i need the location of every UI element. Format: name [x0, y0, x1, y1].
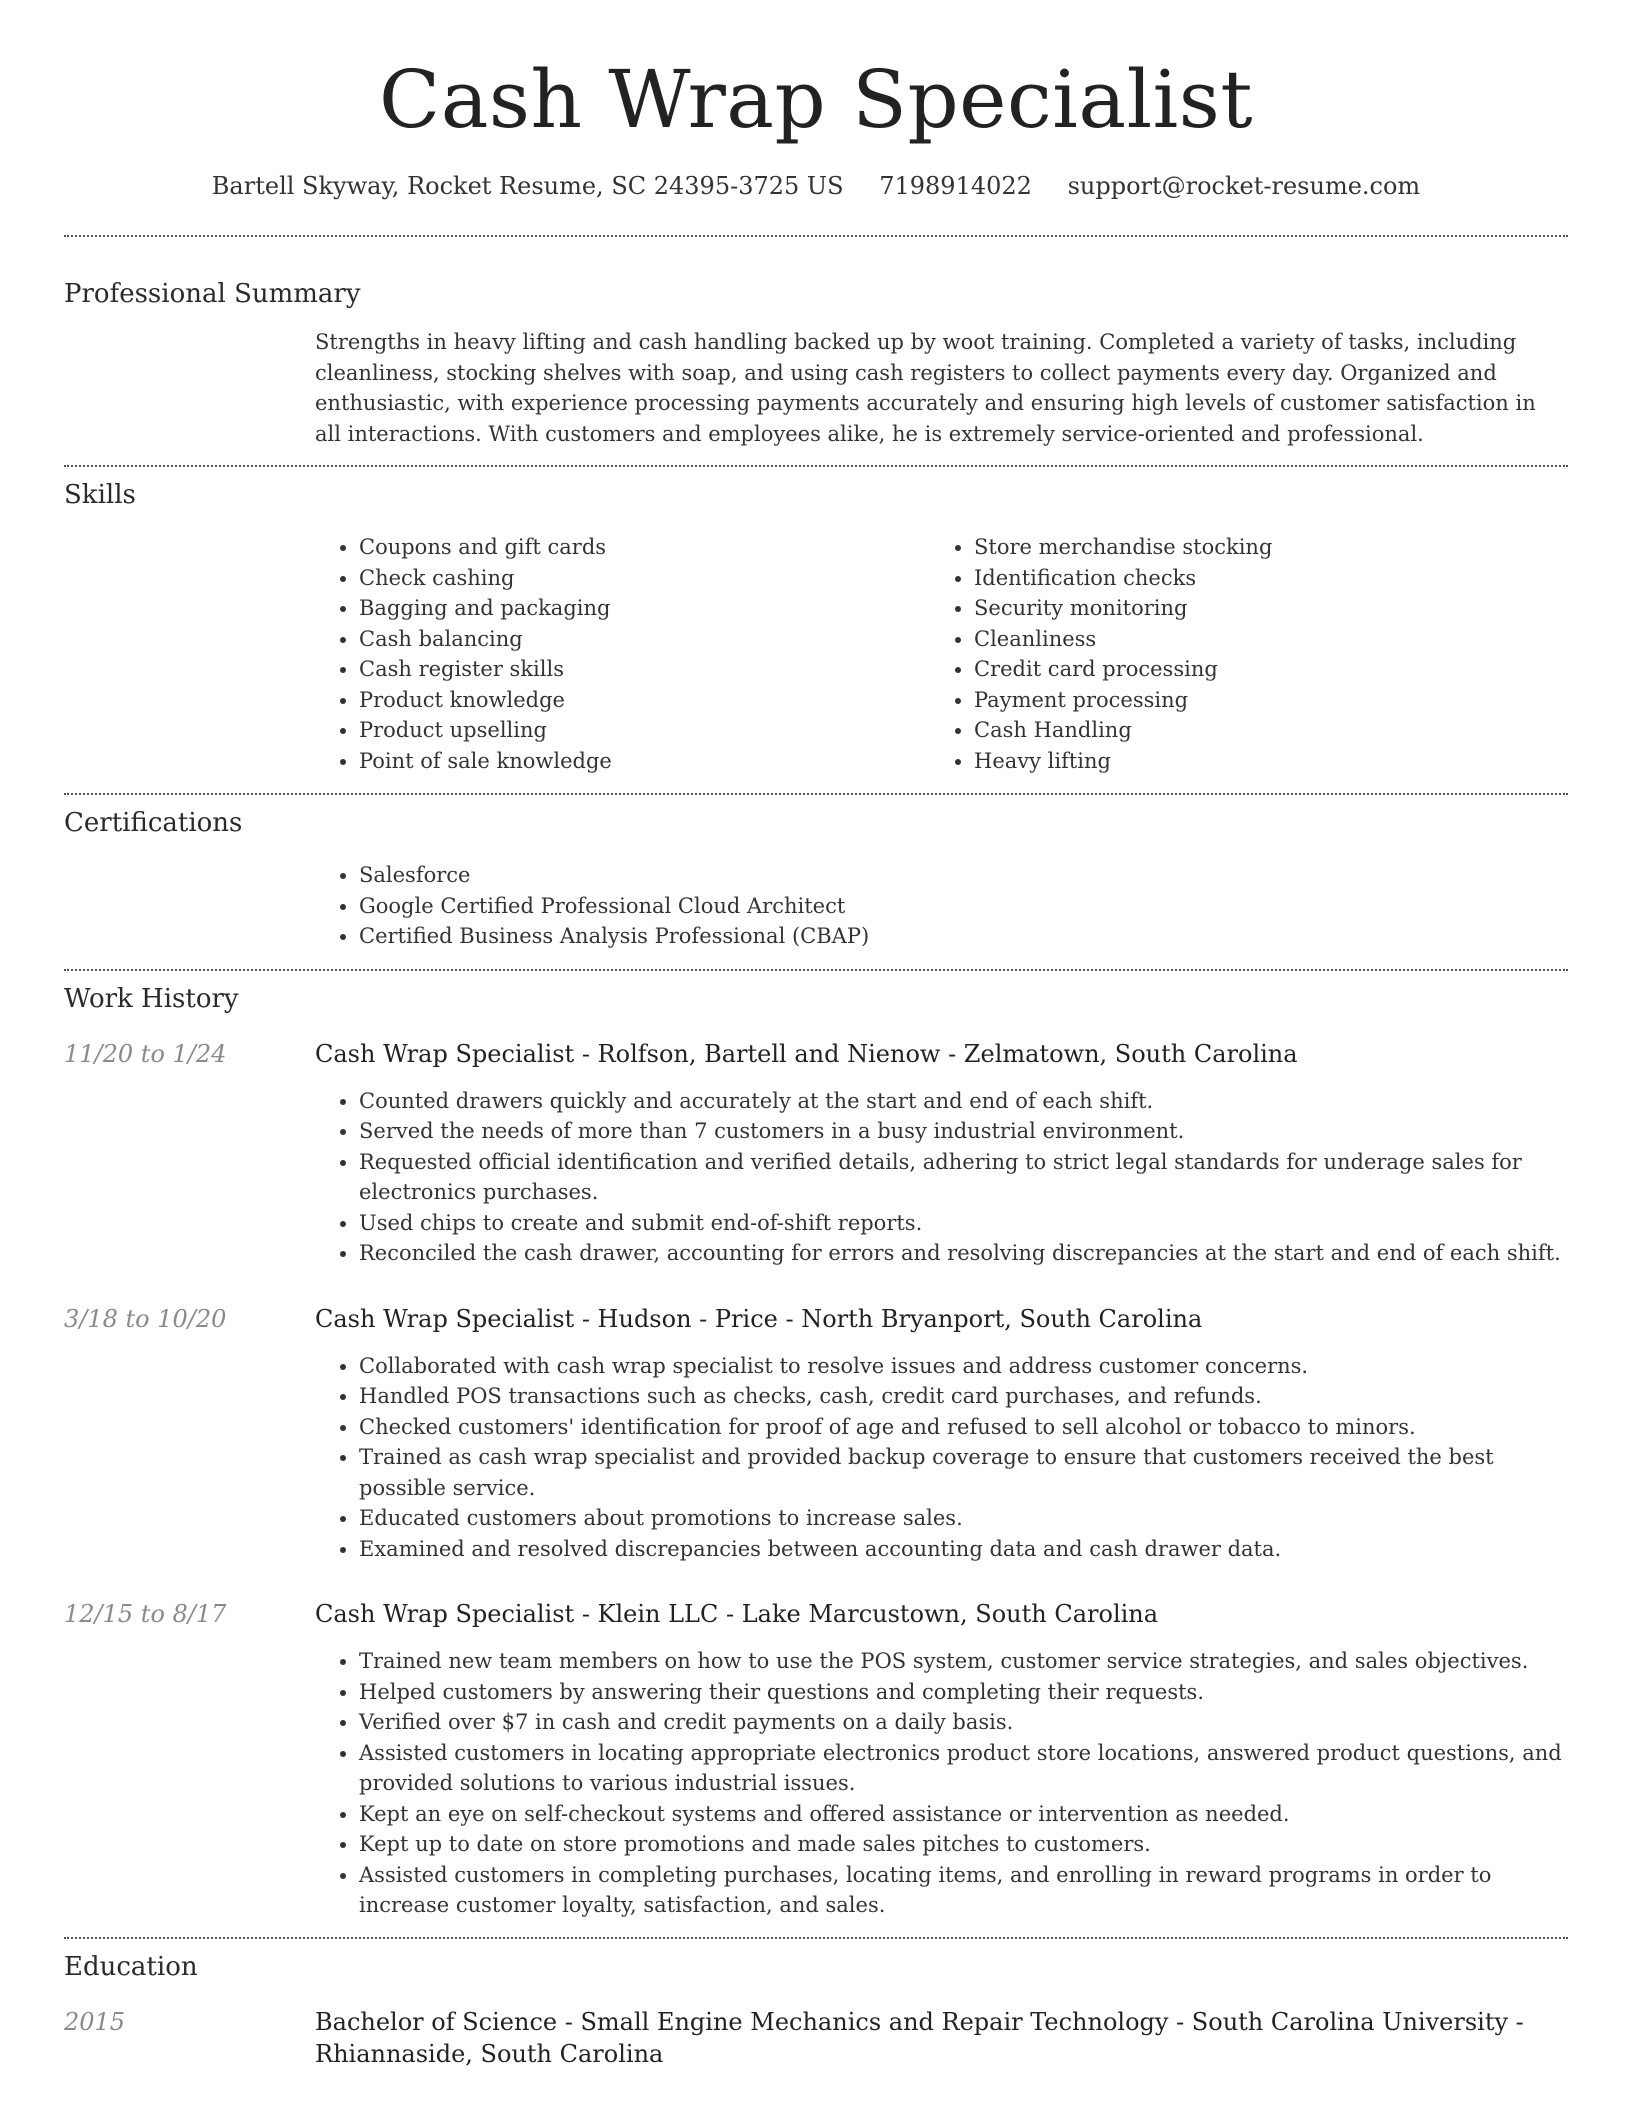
section-title-work: Work History: [64, 983, 239, 1014]
skill-item: • Cash Handling: [974, 715, 1568, 746]
job-bullets: [315, 1351, 1568, 1565]
skill-item: • Cash balancing: [359, 624, 930, 655]
contact-phone: 7198914022: [879, 172, 1032, 200]
summary-content: [315, 327, 1568, 449]
job-bullet: • Served the needs of more than 7 customers in a busy industrial environment.: [359, 1116, 1568, 1147]
section-skills: [64, 467, 1568, 776]
job-bullet: • Helped customers by answering their questions and completing their requests.: [359, 1677, 1568, 1708]
skill-item: • Check cashing: [359, 563, 930, 594]
section-title-education: Education: [64, 1951, 198, 1982]
job-bullet: • Handled POS transactions such as checks, cash, credit card purchases, and refunds.: [359, 1381, 1568, 1412]
section-title-certifications: Certifications: [64, 808, 243, 838]
skill-item: • Security monitoring: [974, 593, 1568, 624]
job-entry: [64, 1303, 1568, 1565]
job-bullet: • Trained new team members on how to use the POS system, customer service strategies, and sales objectives.: [359, 1646, 1568, 1677]
job-entry: [64, 1038, 1568, 1269]
section-title-summary: Professional Summary: [64, 279, 361, 309]
job-dates: 11/20 to 1/24: [64, 1039, 227, 1068]
skill-item: • Payment processing: [974, 685, 1568, 716]
job-bullets: [315, 1646, 1568, 1921]
skill-item: • Coupons and gift cards: [359, 532, 930, 563]
skill-item: • Bagging and packaging: [359, 593, 930, 624]
skill-item: • Point of sale knowledge: [359, 746, 930, 777]
skill-item: • Identification checks: [974, 563, 1568, 594]
skill-item: • Cash register skills: [359, 654, 930, 685]
job-bullet: • Requested official identification and verified details, adhering to strict legal standards for underage sales for electronics purchases.: [359, 1147, 1568, 1208]
job-bullet: • Kept up to date on store promotions and made sales pitches to customers.: [359, 1829, 1568, 1860]
job-dates: 12/15 to 8/17: [64, 1600, 227, 1628]
skill-item: • Product upselling: [359, 715, 930, 746]
job-title: Cash Wrap Specialist - Hudson - Price - North Bryanport, South Carolina: [315, 1304, 1203, 1333]
certifications-content: [315, 860, 1568, 952]
education-year: 2015: [64, 2007, 126, 2036]
skill-item: • Credit card processing: [974, 654, 1568, 685]
job-bullet: • Counted drawers quickly and accurately at the start and end of each shift.: [359, 1086, 1568, 1117]
skill-item: • Product knowledge: [359, 685, 930, 716]
job-title: Cash Wrap Specialist - Klein LLC - Lake Marcustown, South Carolina: [315, 1600, 1159, 1628]
job-bullet: • Used chips to create and submit end-of-shift reports.: [359, 1208, 1568, 1239]
skill-item: • Store merchandise stocking: [974, 532, 1568, 563]
contact-email: support@rocket-resume.com: [1067, 172, 1421, 200]
resume-name: Cash Wrap Specialist: [379, 53, 1253, 146]
section-work-history: [64, 971, 1568, 1921]
skill-item: • Cleanliness: [974, 624, 1568, 655]
certification-item: • Certified Business Analysis Professional (CBAP): [359, 921, 1568, 952]
job-bullet: • Checked customers' identification for proof of age and refused to sell alcohol or tobacco to minors.: [359, 1412, 1568, 1443]
skills-grid: [315, 532, 1568, 776]
job-bullet-list: [315, 1086, 1568, 1269]
job-bullet: • Assisted customers in locating appropriate electronics product store locations, answered product questions, and provided solutions to various industrial issues.: [359, 1738, 1568, 1799]
education-entry: [64, 2006, 1568, 2070]
skills-list-right: [930, 532, 1568, 776]
certification-item: • Google Certified Professional Cloud Architect: [359, 891, 1568, 922]
job-bullet: • Collaborated with cash wrap specialist to resolve issues and address customer concerns.: [359, 1351, 1568, 1382]
contact-address: Bartell Skyway, Rocket Resume, SC 24395-3725 US: [211, 172, 844, 200]
job-bullet-list: [315, 1351, 1568, 1565]
resume-page: [64, 0, 1568, 2070]
job-bullet: • Educated customers about promotions to increase sales.: [359, 1503, 1568, 1534]
education-degree: Bachelor of Science - Small Engine Mechanics and Repair Technology - South Carolina University - Rhiannaside, South Carolina: [315, 2007, 1524, 2068]
job-entry: [64, 1598, 1568, 1921]
skill-item: • Heavy lifting: [974, 746, 1568, 777]
section-education: [64, 1939, 1568, 2070]
skills-list-left: [315, 532, 930, 776]
section-title-skills: Skills: [64, 480, 136, 510]
job-bullet: • Verified over $7 in cash and credit payments on a daily basis.: [359, 1707, 1568, 1738]
job-bullet: • Examined and resolved discrepancies between accounting data and cash drawer data.: [359, 1534, 1568, 1565]
job-bullet: • Trained as cash wrap specialist and provided backup coverage to ensure that customers received the best possible service.: [359, 1442, 1568, 1503]
section-certifications: [64, 795, 1568, 952]
job-bullet: • Assisted customers in completing purchases, locating items, and enrolling in reward programs in order to increase customer loyalty, satisfaction, and sales.: [359, 1860, 1568, 1921]
job-bullet: • Kept an eye on self-checkout systems and offered assistance or intervention as needed.: [359, 1799, 1568, 1830]
certifications-list: [315, 860, 1568, 952]
job-dates: 3/18 to 10/20: [64, 1304, 227, 1333]
summary-text: Strengths in heavy lifting and cash handling backed up by woot training. Completed a variety of tasks, including cleanliness, stocking shelves with soap, and using cash registers to collect payments every day. Organized and enthusiastic, with experience processing payments accurately and ensuring high levels of customer satisfaction in all interactions. With customers and employees alike, he is extremely service-oriented and professional.: [315, 330, 1536, 446]
job-title: Cash Wrap Specialist - Rolfson, Bartell and Nienow - Zelmatown, South Carolina: [315, 1039, 1298, 1068]
certification-item: • Salesforce: [359, 860, 1568, 891]
section-summary: [64, 237, 1568, 449]
job-bullets: [315, 1086, 1568, 1269]
contact-line: [64, 170, 1568, 202]
job-bullet-list: [315, 1646, 1568, 1921]
job-bullet: • Reconciled the cash drawer, accounting for errors and resolving discrepancies at the start and end of each shift.: [359, 1238, 1568, 1269]
